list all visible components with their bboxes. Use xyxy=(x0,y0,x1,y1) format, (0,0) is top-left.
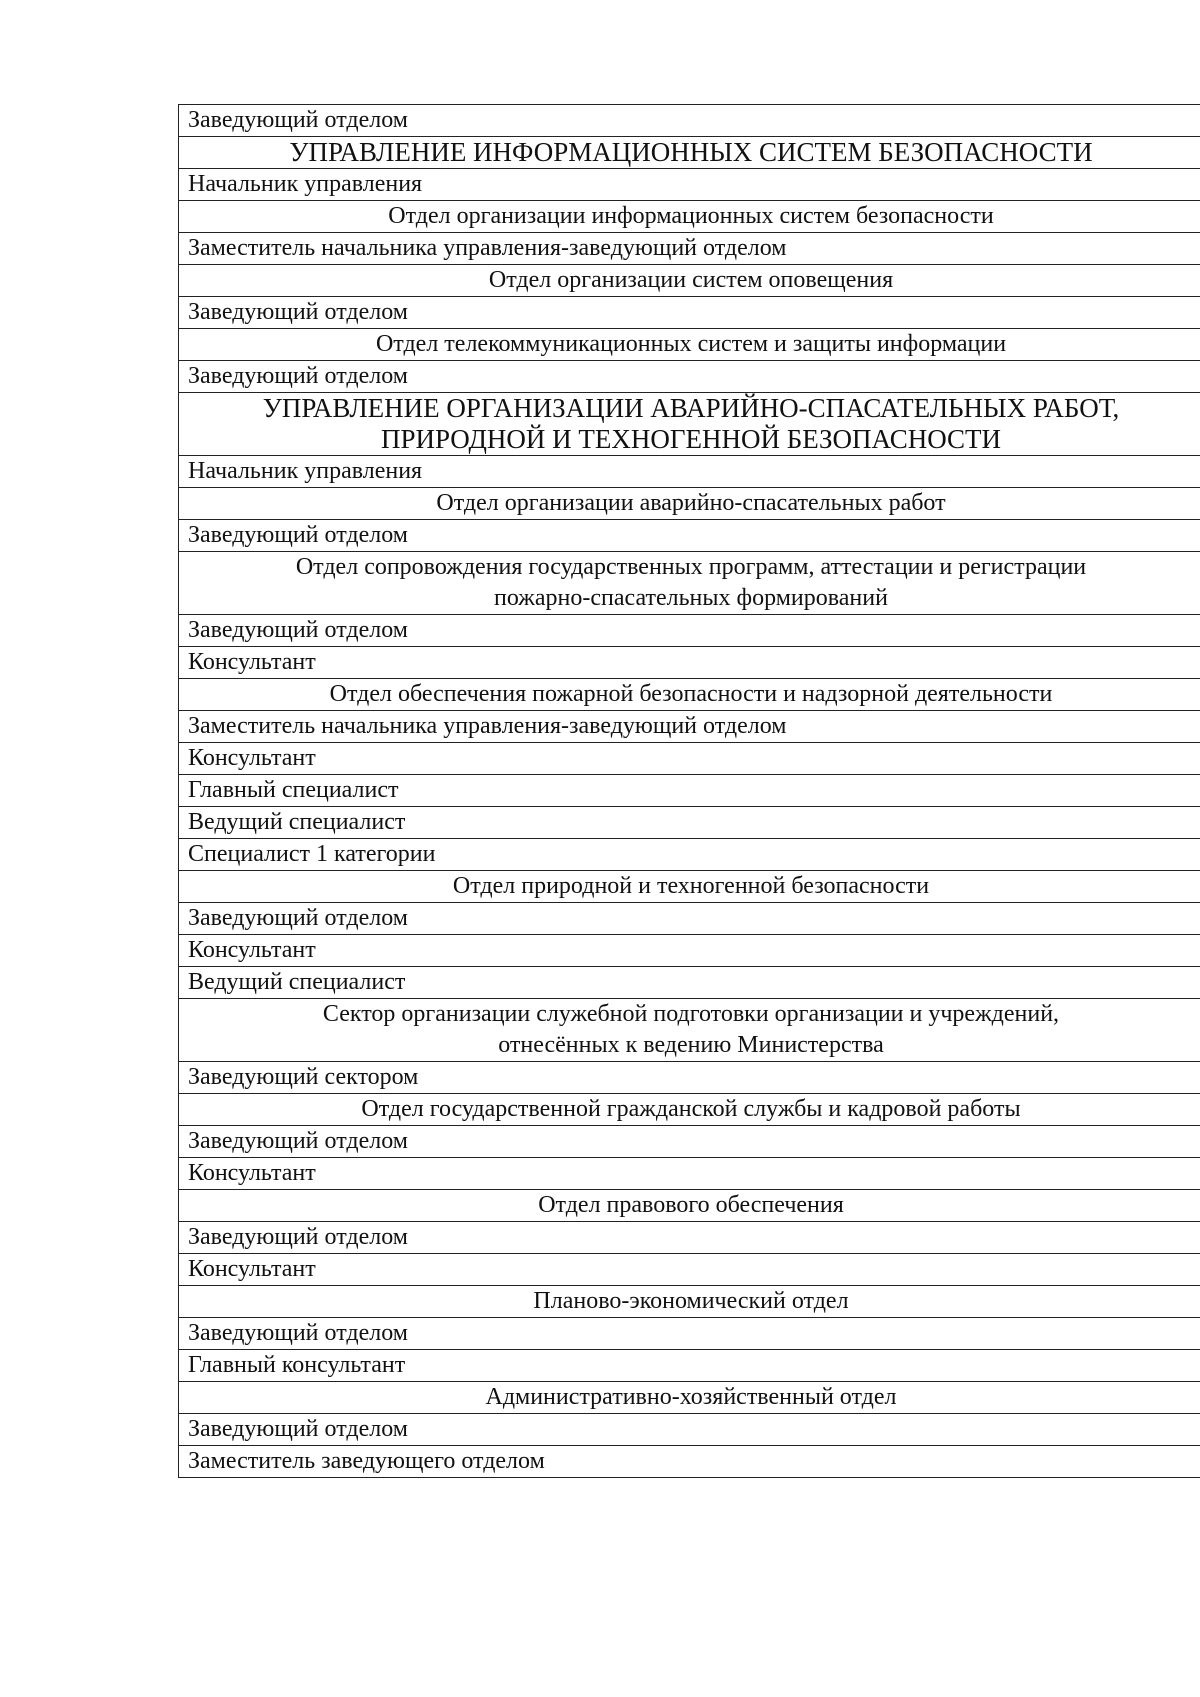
section-title-cell xyxy=(179,1382,1200,1414)
position-title-cell xyxy=(179,903,1200,935)
position-title-cell xyxy=(179,233,1200,265)
position-title: Консультант xyxy=(188,1160,316,1186)
position-title: Заведующий отделом xyxy=(188,363,408,389)
position-title: Консультант xyxy=(188,937,316,963)
section-title-cell xyxy=(179,393,1200,456)
position-title: Заведующий отделом xyxy=(188,299,408,325)
position-row xyxy=(179,743,1200,775)
section-header-row xyxy=(179,679,1200,711)
section-header-row xyxy=(179,1286,1200,1318)
position-row xyxy=(179,775,1200,807)
position-title-cell xyxy=(179,1254,1200,1286)
section-title-cell xyxy=(179,329,1200,361)
position-title-cell xyxy=(179,935,1200,967)
position-title: Заведующий отделом xyxy=(188,1416,408,1442)
position-title: Главный консультант xyxy=(188,1352,406,1378)
section-header-row xyxy=(179,488,1200,520)
section-title: Планово-экономический отдел xyxy=(533,1288,849,1314)
position-title: Заместитель начальника управления-заведующий отделом xyxy=(188,713,787,739)
section-title: Отдел природной и техногенной безопасности xyxy=(452,873,930,899)
section-title-cell xyxy=(179,137,1200,169)
section-title-line: УПРАВЛЕНИЕ ОРГАНИЗАЦИИ АВАРИЙНО-СПАСАТЕЛЬНЫХ РАБОТ, xyxy=(262,393,1120,423)
position-title-cell xyxy=(179,456,1200,488)
position-row xyxy=(179,169,1200,201)
position-row xyxy=(179,1254,1200,1286)
section-title-cell xyxy=(179,552,1200,615)
position-row xyxy=(179,967,1200,999)
position-row xyxy=(179,297,1200,329)
table-body xyxy=(179,105,1200,1478)
position-title-cell xyxy=(179,1414,1200,1446)
section-title-cell xyxy=(179,1286,1200,1318)
position-row xyxy=(179,105,1200,137)
position-row xyxy=(179,903,1200,935)
section-title-line: отнесённых к ведению Министерства xyxy=(498,1032,884,1058)
position-title: Заведующий отделом xyxy=(188,1320,408,1346)
position-row xyxy=(179,361,1200,393)
position-title-cell xyxy=(179,169,1200,201)
position-title-cell xyxy=(179,615,1200,647)
position-row xyxy=(179,647,1200,679)
section-title-cell xyxy=(179,871,1200,903)
position-title-cell xyxy=(179,743,1200,775)
position-title: Заместитель заведующего отделом xyxy=(188,1448,545,1474)
position-row xyxy=(179,1350,1200,1382)
position-title-cell xyxy=(179,1446,1200,1478)
position-row xyxy=(179,456,1200,488)
position-title: Заведующий отделом xyxy=(188,1128,408,1154)
section-title: УПРАВЛЕНИЕ ИНФОРМАЦИОННЫХ СИСТЕМ БЕЗОПАСНОСТИ xyxy=(289,137,1093,167)
section-title-line: Отдел сопровождения государственных программ, аттестации и регистрации xyxy=(295,554,1087,580)
position-title-cell xyxy=(179,1350,1200,1382)
position-title: Ведущий специалист xyxy=(188,969,406,995)
position-title: Заведующий отделом xyxy=(188,107,408,133)
position-title: Заведующий отделом xyxy=(188,1224,408,1250)
section-header-row xyxy=(179,871,1200,903)
position-title: Заведующий отделом xyxy=(188,905,408,931)
section-header-row xyxy=(179,999,1200,1062)
section-title: Отдел обеспечения пожарной безопасности и надзорной деятельности xyxy=(329,681,1053,707)
position-title-cell xyxy=(179,775,1200,807)
section-title-cell xyxy=(179,1094,1200,1126)
position-title-cell xyxy=(179,839,1200,871)
section-title-cell xyxy=(179,1190,1200,1222)
section-title: Отдел организации аварийно-спасательных работ xyxy=(436,490,946,516)
staff-positions-table xyxy=(178,104,1200,1478)
section-header-row xyxy=(179,1382,1200,1414)
position-row xyxy=(179,711,1200,743)
position-row xyxy=(179,807,1200,839)
position-title-cell xyxy=(179,1318,1200,1350)
section-header-row xyxy=(179,552,1200,615)
section-title-cell xyxy=(179,999,1200,1062)
section-title: Отдел организации информационных систем безопасности xyxy=(388,203,994,229)
position-row xyxy=(179,1158,1200,1190)
position-row xyxy=(179,520,1200,552)
position-row xyxy=(179,1126,1200,1158)
section-title: Отдел телекоммуникационных систем и защиты информации xyxy=(375,331,1007,357)
section-title-cell xyxy=(179,488,1200,520)
position-title-cell xyxy=(179,1158,1200,1190)
position-title: Начальник управления xyxy=(188,171,423,197)
position-title-cell xyxy=(179,297,1200,329)
position-title: Ведущий специалист xyxy=(188,809,406,835)
section-title-line: ПРИРОДНОЙ И ТЕХНОГЕННОЙ БЕЗОПАСНОСТИ xyxy=(380,424,1002,454)
section-title-line: пожарно-спасательных формирований xyxy=(494,585,888,611)
position-row xyxy=(179,615,1200,647)
section-title: Отдел государственной гражданской службы и кадровой работы xyxy=(361,1096,1021,1122)
section-title: Административно-хозяйственный отдел xyxy=(485,1384,897,1410)
position-row xyxy=(179,1222,1200,1254)
position-row xyxy=(179,1414,1200,1446)
section-title-cell xyxy=(179,201,1200,233)
position-title-cell xyxy=(179,807,1200,839)
section-header-row xyxy=(179,1190,1200,1222)
section-header-row xyxy=(179,1094,1200,1126)
position-title-cell xyxy=(179,105,1200,137)
section-header-row xyxy=(179,137,1200,169)
section-header-row xyxy=(179,201,1200,233)
position-row xyxy=(179,1062,1200,1094)
position-row xyxy=(179,935,1200,967)
position-title-cell xyxy=(179,647,1200,679)
section-title-line: Сектор организации служебной подготовки организации и учреждений, xyxy=(322,1001,1060,1027)
position-title-cell xyxy=(179,967,1200,999)
position-row xyxy=(179,1446,1200,1478)
position-title: Заместитель начальника управления-заведующий отделом xyxy=(188,235,787,261)
position-title: Заведующий отделом xyxy=(188,522,408,548)
section-header-row xyxy=(179,265,1200,297)
position-title: Консультант xyxy=(188,745,316,771)
position-title-cell xyxy=(179,1222,1200,1254)
section-header-row xyxy=(179,329,1200,361)
position-row xyxy=(179,1318,1200,1350)
position-title-cell xyxy=(179,520,1200,552)
position-title-cell xyxy=(179,361,1200,393)
position-title-cell xyxy=(179,711,1200,743)
position-title: Главный специалист xyxy=(188,777,399,803)
position-title-cell xyxy=(179,1062,1200,1094)
position-title: Начальник управления xyxy=(188,458,423,484)
section-title: Отдел организации систем оповещения xyxy=(488,267,894,293)
section-title-cell xyxy=(179,679,1200,711)
position-title: Специалист 1 категории xyxy=(188,841,436,867)
position-title: Консультант xyxy=(188,649,316,675)
section-title: Отдел правового обеспечения xyxy=(538,1192,844,1218)
position-title: Заведующий отделом xyxy=(188,617,408,643)
section-title-cell xyxy=(179,265,1200,297)
position-title: Консультант xyxy=(188,1256,316,1282)
section-header-row xyxy=(179,393,1200,456)
position-title: Заведующий сектором xyxy=(188,1064,419,1090)
position-row xyxy=(179,839,1200,871)
position-row xyxy=(179,233,1200,265)
position-title-cell xyxy=(179,1126,1200,1158)
